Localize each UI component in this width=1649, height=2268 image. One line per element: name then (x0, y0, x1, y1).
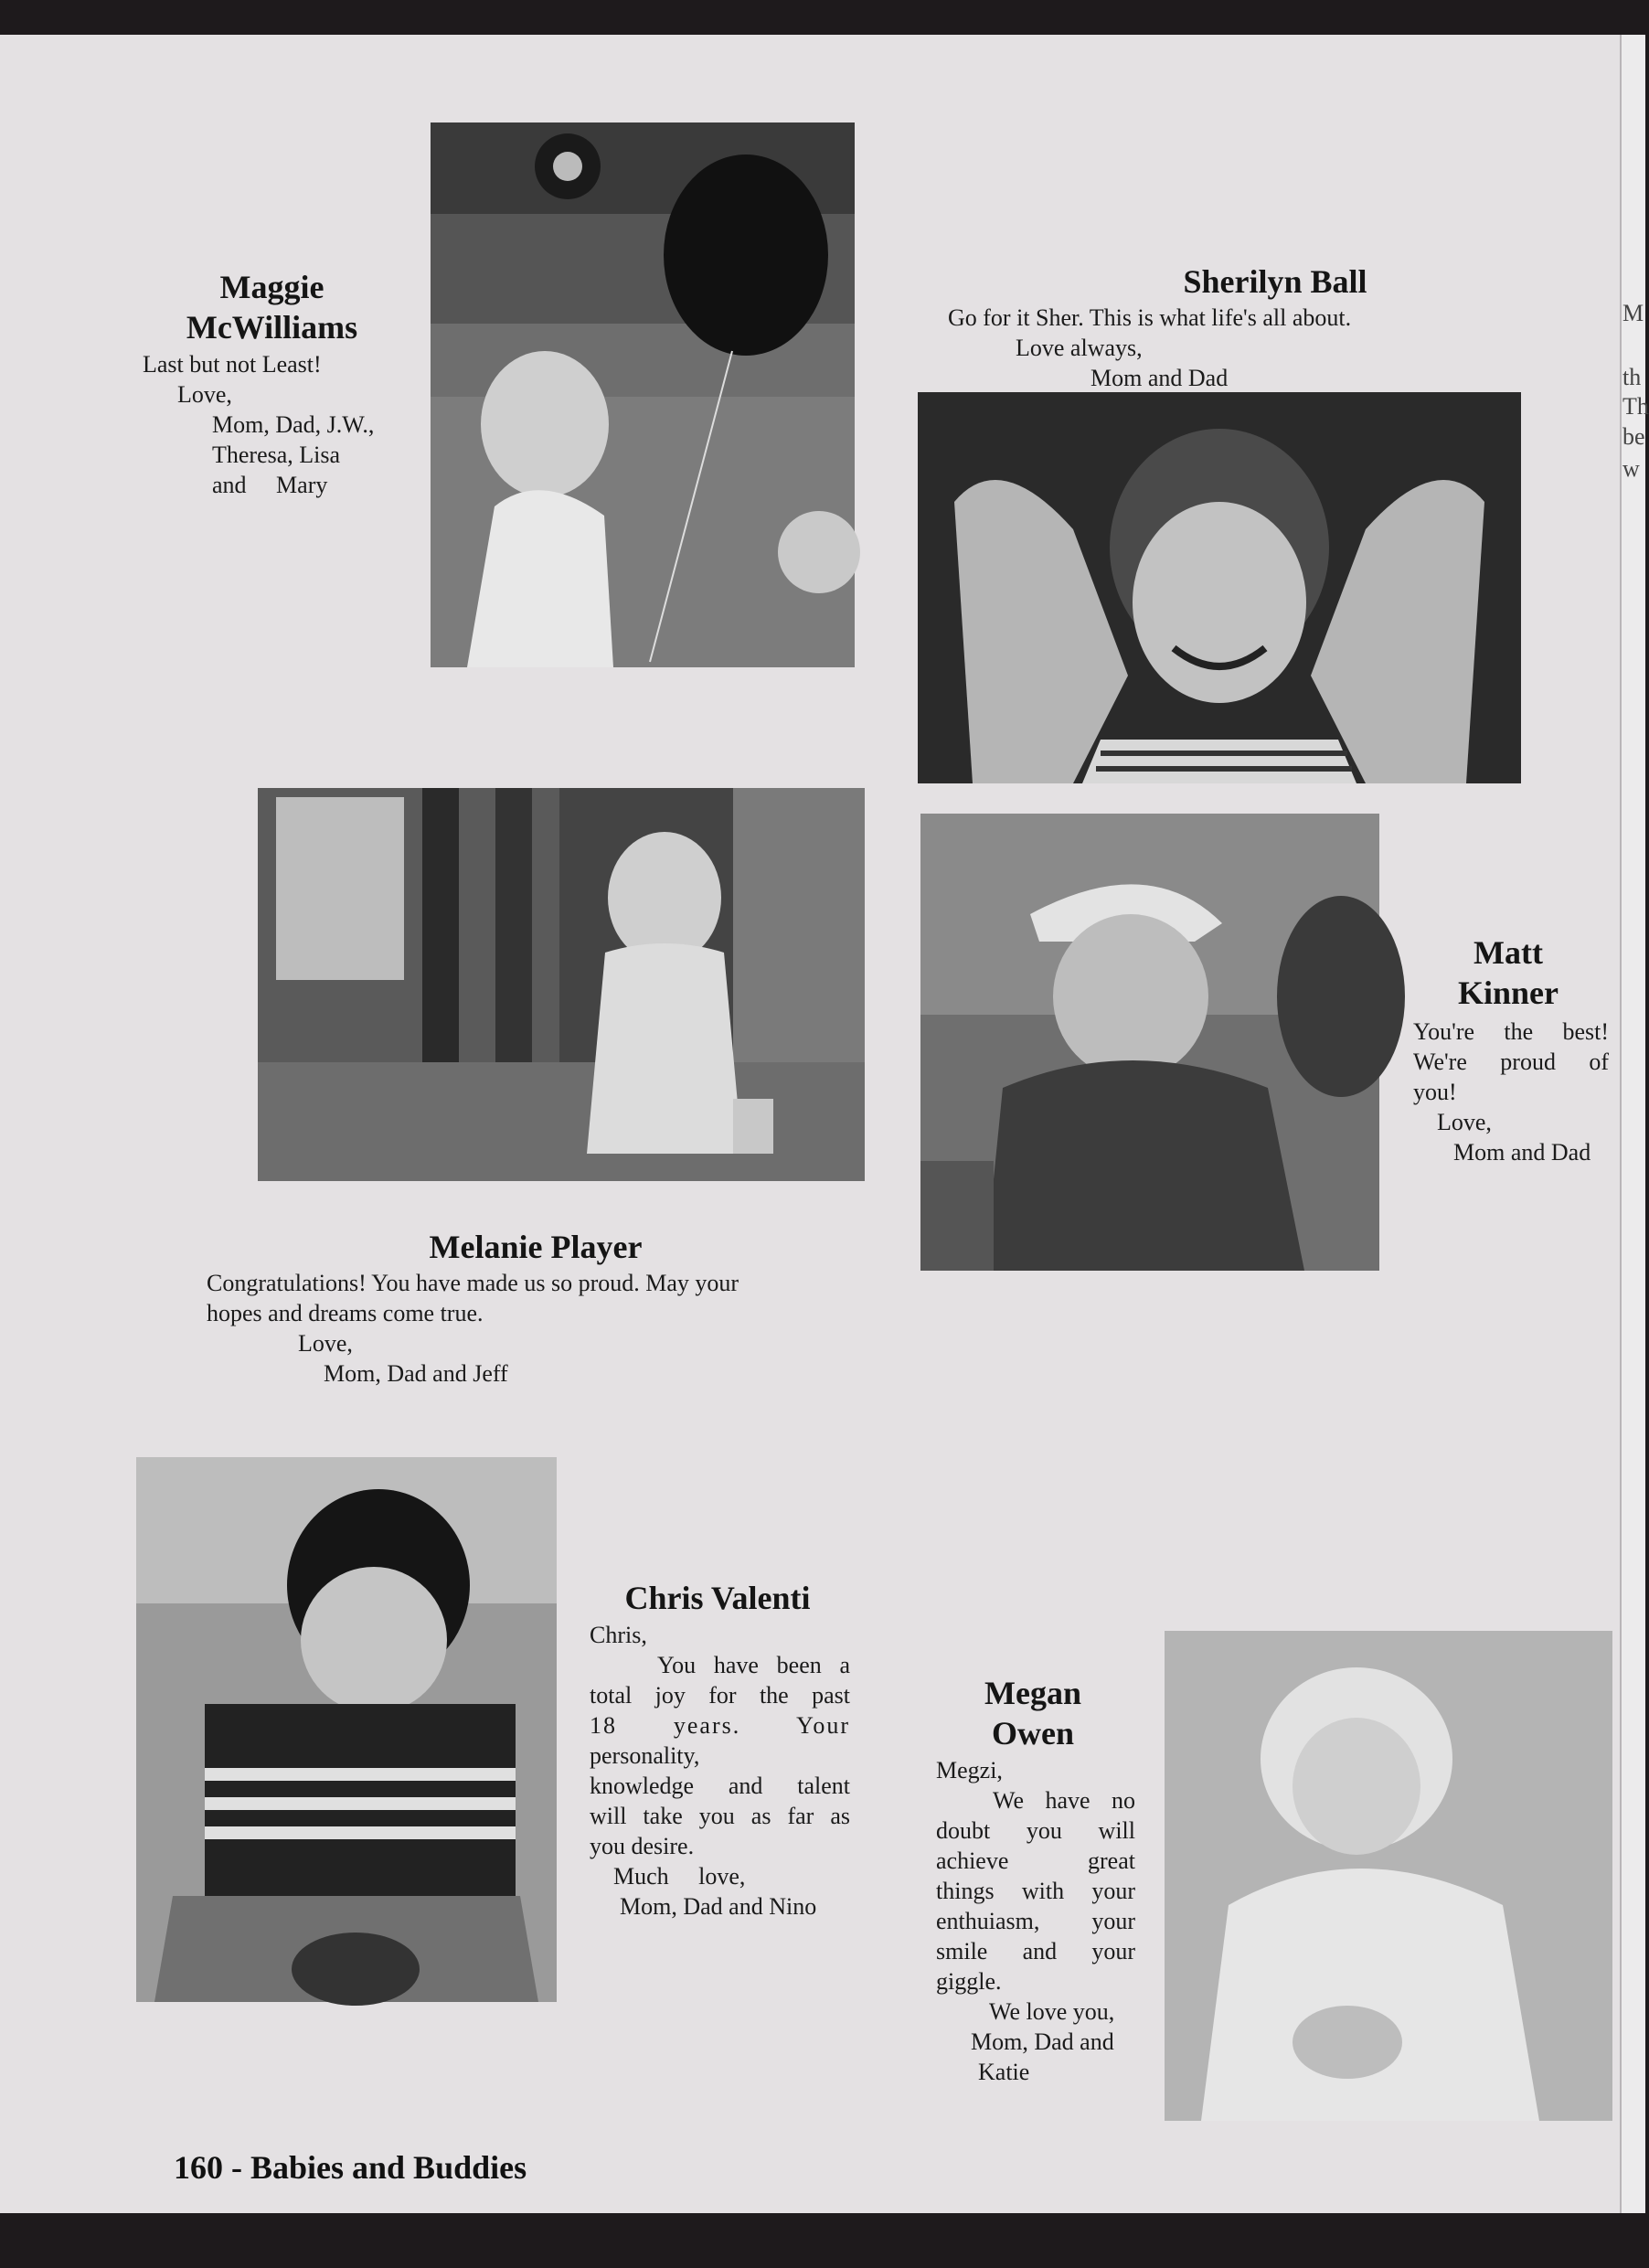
melanie-msg-line: Congratulations! You have made us so proud. May your (207, 1270, 739, 1296)
chris-message (590, 1620, 850, 1922)
maggie-msg-line: Love, (177, 381, 232, 408)
megan-msg-line: Megzi, (936, 1757, 1003, 1784)
melanie-msg-line: Love, (298, 1330, 353, 1357)
maggie-photo (431, 122, 855, 667)
edge-glyph: th (1622, 364, 1642, 390)
matt-msg-line: you! (1413, 1079, 1457, 1105)
chris-msg-line: Chris, (590, 1622, 647, 1648)
megan-msg-line: doubt you will (936, 1817, 1135, 1844)
matt-name-line-1: Matt (1473, 934, 1543, 971)
edge-glyph: w (1622, 455, 1640, 482)
matt-msg-line: We're proud of (1413, 1049, 1609, 1075)
melanie-message (207, 1268, 739, 1389)
chris-msg-line: You have been a (657, 1652, 850, 1678)
megan-msg-line: achieve great (936, 1847, 1135, 1874)
chris-msg-line: you desire. (590, 1833, 695, 1859)
adjacent-page-edge (1620, 35, 1645, 2213)
page-footer: 160 - Babies and Buddies (174, 2149, 527, 2186)
matt-msg-line: Love, (1437, 1109, 1492, 1135)
megan-name-line-1: Megan (984, 1675, 1081, 1711)
edge-glyph: be (1622, 423, 1645, 450)
chris-name: Chris Valenti (624, 1580, 811, 1616)
chris-photo (136, 1457, 557, 2002)
megan-photo (1165, 1631, 1612, 2121)
maggie-msg-line: Mom, Dad, J.W., (212, 411, 375, 438)
matt-message (1413, 1017, 1609, 1167)
megan-msg-line: smile and your (936, 1938, 1135, 1965)
megan-msg-line: We love you, (989, 1998, 1115, 2025)
chris-msg-line: personality, (590, 1742, 700, 1769)
chris-msg-line: total joy for the past (590, 1682, 850, 1709)
megan-msg-line: We have no (993, 1787, 1135, 1814)
megan-msg-line: giggle. (936, 1968, 1002, 1995)
matt-photo (920, 814, 1379, 1271)
megan-name (951, 1673, 1115, 1753)
sherilyn-name: Sherilyn Ball (1183, 263, 1367, 300)
maggie-name-line-2: McWilliams (186, 309, 358, 346)
matt-name-line-2: Kinner (1457, 974, 1559, 1011)
matt-name (1426, 932, 1590, 1013)
maggie-msg-line: Last but not Least! (143, 351, 322, 378)
chris-msg-line: Mom, Dad and Nino (620, 1893, 817, 1920)
maggie-name (137, 267, 407, 347)
maggie-message (143, 349, 374, 500)
yearbook-page (0, 35, 1620, 2213)
megan-msg-line: enthuiasm, your (936, 1908, 1135, 1934)
sherilyn-msg-line: Go for it Sher. This is what life's all about. (948, 304, 1352, 331)
edge-glyph: M (1622, 300, 1644, 326)
chris-msg-line: 18 years. Your (590, 1712, 850, 1739)
megan-msg-line: Mom, Dad and (971, 2028, 1114, 2055)
matt-msg-line: You're the best! (1413, 1018, 1609, 1045)
melanie-photo (258, 788, 865, 1181)
melanie-msg-line: hopes and dreams come true. (207, 1300, 484, 1326)
sherilyn-message (948, 303, 1351, 393)
sherilyn-photo (918, 392, 1521, 783)
sherilyn-msg-line: Mom and Dad (1090, 365, 1229, 391)
melanie-name: Melanie Player (429, 1229, 643, 1265)
megan-msg-line: Katie (978, 2059, 1030, 2085)
chris-msg-line: knowledge and talent (590, 1773, 850, 1799)
megan-msg-line: things with your (936, 1878, 1135, 1904)
chris-msg-line: will take you as far as (590, 1803, 850, 1829)
melanie-msg-line: Mom, Dad and Jeff (324, 1360, 508, 1387)
megan-message (936, 1755, 1135, 2087)
chris-msg-line: Much love, (613, 1863, 746, 1890)
maggie-msg-line: and Mary (212, 472, 328, 498)
sherilyn-msg-line: Love always, (1016, 335, 1143, 361)
edge-glyph: Th (1622, 393, 1649, 420)
megan-name-line-2: Owen (992, 1715, 1074, 1752)
maggie-msg-line: Theresa, Lisa (212, 442, 341, 468)
maggie-name-line-1: Maggie (219, 269, 324, 305)
matt-msg-line: Mom and Dad (1453, 1139, 1591, 1166)
